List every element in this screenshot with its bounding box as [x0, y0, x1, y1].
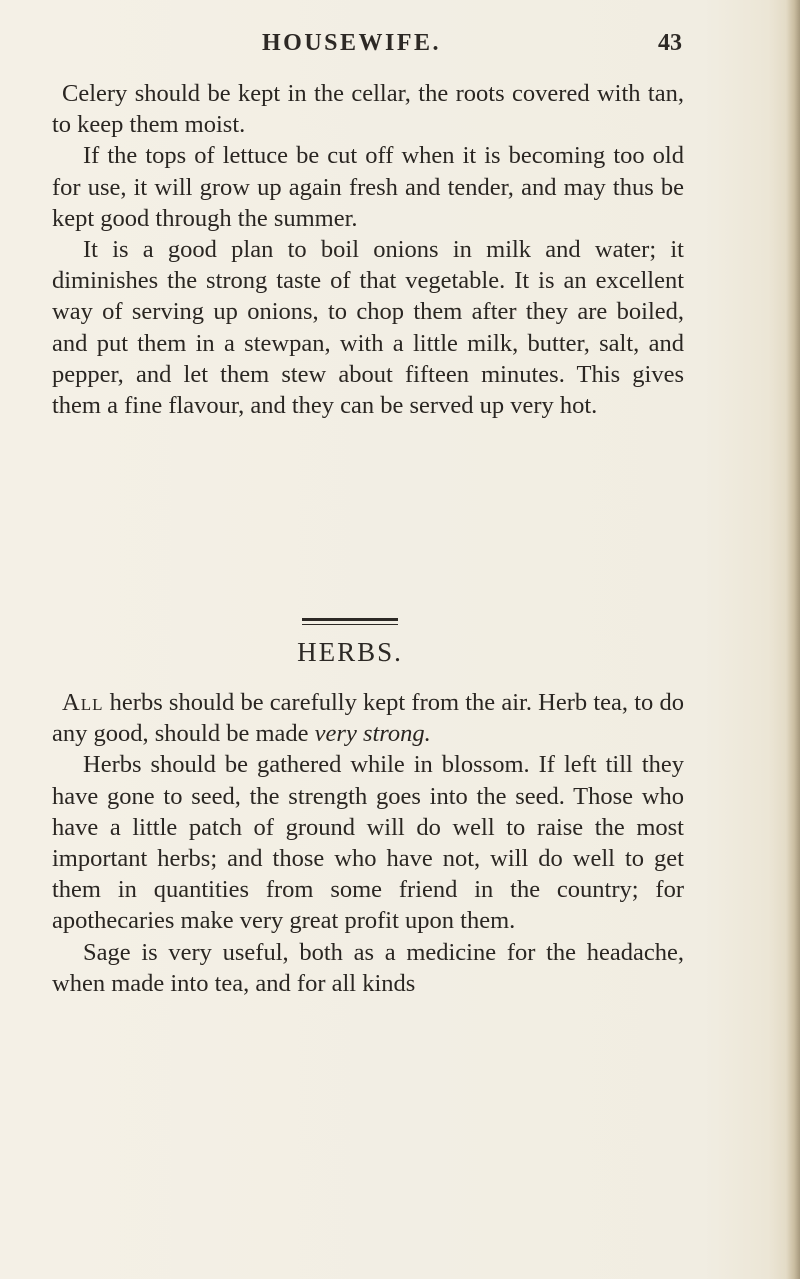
intro-emphasis: very strong. — [314, 720, 431, 748]
vegetables-text — [52, 78, 684, 421]
section-divider-rule — [302, 618, 398, 621]
herbs-text — [52, 687, 684, 999]
intro-lead-word: All — [62, 689, 104, 716]
paragraph-sage: Sage is very useful, both as a medicine for the headache, when made into tea, and for all kinds — [52, 938, 684, 997]
paragraph-gathering-herbs: Herbs should be gathered while in blossom. If left till they have gone to seed, the strength goes into the seed. Those who have a little patch of ground will do well to raise the most important herbs; and those who have not, will do well to get them in quantities from some friend in the country; for apothecaries make very great profit upon them. — [52, 751, 684, 935]
intro-text: herbs should be carefully kept from the air. Herb tea, to do any good, should be made — [52, 689, 684, 748]
page-number: 43 — [658, 30, 682, 56]
paragraph-celery: Celery should be kept in the cellar, the roots covered with tan, to keep them moist. — [52, 80, 684, 139]
paragraph-lettuce: If the tops of lettuce be cut off when it is becoming too old for use, it will grow up again fresh and tender, and may thus be kept good through the summer. — [52, 142, 684, 232]
herbs-heading: HERBS. — [297, 637, 403, 667]
paragraph-herbs-intro — [52, 687, 684, 749]
running-head: HOUSEWIFE. — [262, 30, 442, 56]
page-edge-shadow — [786, 0, 800, 1279]
page-header — [262, 30, 682, 66]
paragraph-onions: It is a good plan to boil onions in milk and water; it diminishes the strong taste of that vegetable. It is an excellent way of serving up onions, to chop them after they are boiled, and put them in a stewpan, with a little milk, butter, salt, and pepper, and let them stew about fifteen minutes. This gives them a fine flavour, and they can be served up very hot. — [52, 236, 684, 420]
